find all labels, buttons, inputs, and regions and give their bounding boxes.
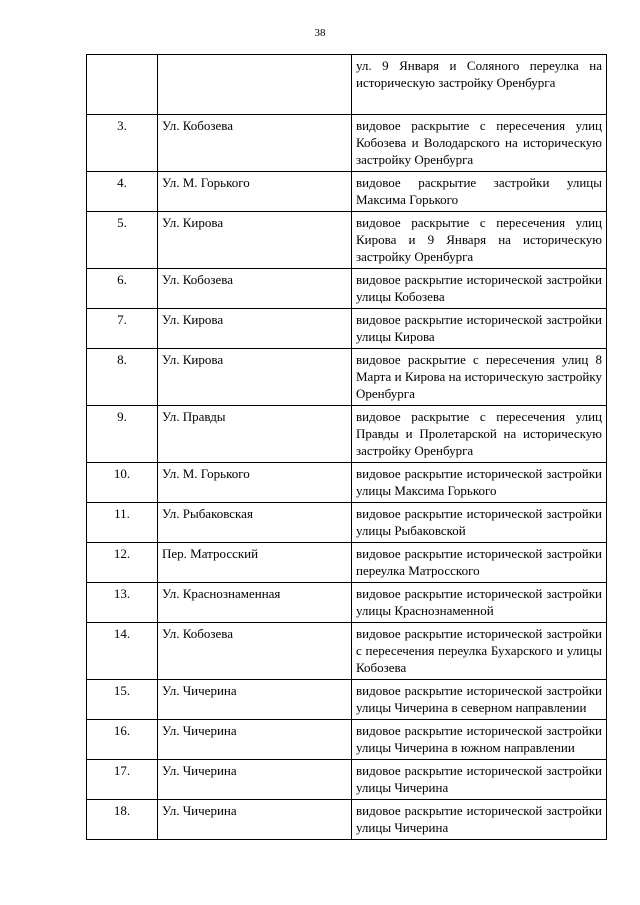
table-row: [87, 800, 607, 840]
row-street: Ул. Чичерина: [158, 720, 352, 760]
row-street: Ул. Рыбаковская: [158, 503, 352, 543]
row-street: Ул. Кобозева: [158, 115, 352, 172]
row-number: 9.: [87, 406, 158, 463]
row-number: 8.: [87, 349, 158, 406]
row-description: видовое раскрытие исторической застройки с пересечения переулка Бухарского и улицы Кобозева: [352, 623, 607, 680]
row-description: ул. 9 Января и Соляного переулка на историческую застройку Оренбурга: [352, 55, 607, 115]
row-number: 11.: [87, 503, 158, 543]
table-row: [87, 623, 607, 680]
row-number: 6.: [87, 269, 158, 309]
table-row: [87, 463, 607, 503]
table-row: [87, 212, 607, 269]
row-description: видовое раскрытие с пересечения улиц Кирова и 9 Января на историческую застройку Оренбурга: [352, 212, 607, 269]
row-description: видовое раскрытие с пересечения улиц Правды и Пролетарской на историческую застройку Оренбурга: [352, 406, 607, 463]
row-number: 5.: [87, 212, 158, 269]
row-number: 12.: [87, 543, 158, 583]
row-description: видовое раскрытие исторической застройки улицы Рыбаковской: [352, 503, 607, 543]
table-body: [87, 55, 607, 840]
row-description: видовое раскрытие исторической застройки улицы Чичерина в южном направлении: [352, 720, 607, 760]
row-street: Ул. Кирова: [158, 349, 352, 406]
table-row: [87, 503, 607, 543]
row-description: видовое раскрытие исторической застройки улицы Чичерина: [352, 800, 607, 840]
table-row: [87, 583, 607, 623]
row-street: Ул. Кобозева: [158, 269, 352, 309]
row-street: Ул. Кирова: [158, 212, 352, 269]
row-number: 14.: [87, 623, 158, 680]
row-street: Ул. Правды: [158, 406, 352, 463]
row-street: Ул. Чичерина: [158, 800, 352, 840]
row-description: видовое раскрытие исторической застройки улицы Краснознаменной: [352, 583, 607, 623]
row-street: Ул. Чичерина: [158, 760, 352, 800]
table-row: [87, 115, 607, 172]
row-description: видовое раскрытие с пересечения улиц Кобозева и Володарского на историческую застройку Оренбурга: [352, 115, 607, 172]
row-description: видовое раскрытие исторической застройки улицы Максима Горького: [352, 463, 607, 503]
row-street: Ул. М. Горького: [158, 463, 352, 503]
row-description: видовое раскрытие исторической застройки улицы Кобозева: [352, 269, 607, 309]
row-number: 13.: [87, 583, 158, 623]
table-row: [87, 309, 607, 349]
table-row: [87, 760, 607, 800]
table-row: [87, 543, 607, 583]
table-row-continuation: [87, 55, 607, 115]
row-street: Ул. Кирова: [158, 309, 352, 349]
row-description: видовое раскрытие с пересечения улиц 8 Марта и Кирова на историческую застройку Оренбурга: [352, 349, 607, 406]
page-number: 38: [314, 27, 326, 39]
row-street: [158, 55, 352, 115]
table-row: [87, 172, 607, 212]
row-description: видовое раскрытие исторической застройки улицы Чичерина в северном направлении: [352, 680, 607, 720]
row-number: 3.: [87, 115, 158, 172]
table-row: [87, 720, 607, 760]
table-row: [87, 349, 607, 406]
table-row: [87, 406, 607, 463]
row-description: видовое раскрытие исторической застройки переулка Матросского: [352, 543, 607, 583]
row-description: видовое раскрытие исторической застройки улицы Чичерина: [352, 760, 607, 800]
objects-table: [86, 54, 607, 840]
row-street: Пер. Матросский: [158, 543, 352, 583]
row-street: Ул. Чичерина: [158, 680, 352, 720]
table-row: [87, 680, 607, 720]
table-row: [87, 269, 607, 309]
row-number: 15.: [87, 680, 158, 720]
row-number: [87, 55, 158, 115]
row-description: видовое раскрытие застройки улицы Максима Горького: [352, 172, 607, 212]
row-street: Ул. Краснознаменная: [158, 583, 352, 623]
row-number: 16.: [87, 720, 158, 760]
row-number: 10.: [87, 463, 158, 503]
row-number: 18.: [87, 800, 158, 840]
row-number: 17.: [87, 760, 158, 800]
row-number: 7.: [87, 309, 158, 349]
row-street: Ул. Кобозева: [158, 623, 352, 680]
row-street: Ул. М. Горького: [158, 172, 352, 212]
row-number: 4.: [87, 172, 158, 212]
row-description: видовое раскрытие исторической застройки улицы Кирова: [352, 309, 607, 349]
